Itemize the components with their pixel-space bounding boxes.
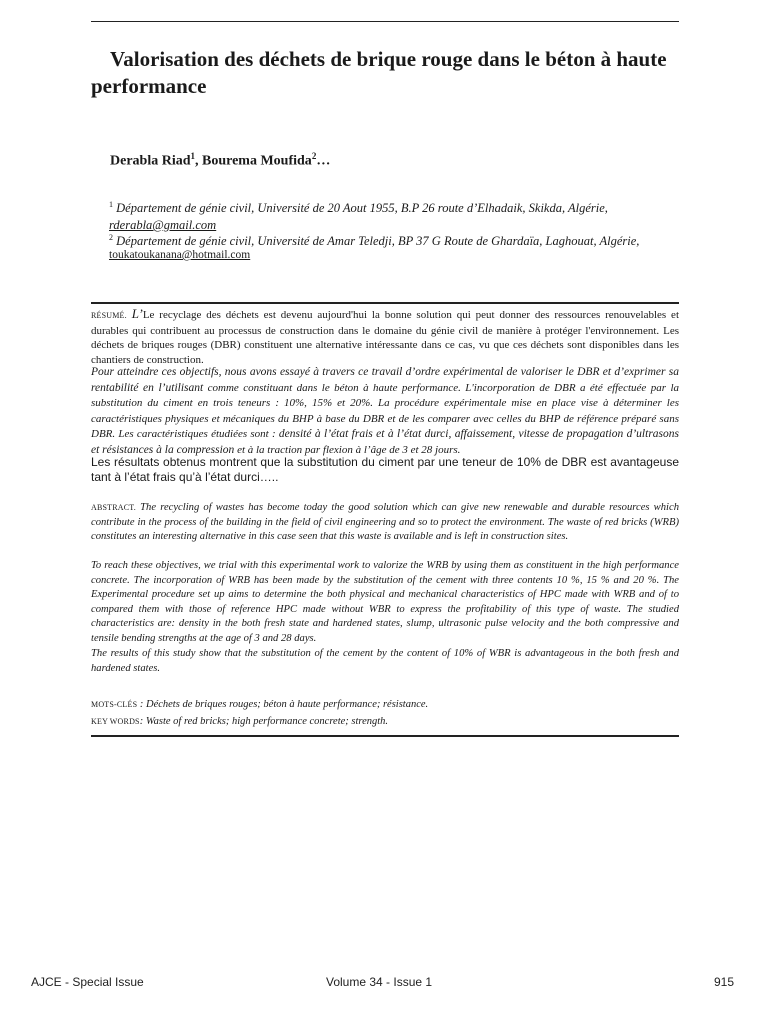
abstract-bottom-rule: [91, 735, 679, 737]
paper-title-text: Valorisation des déchets de brique rouge dans le béton à haute performance: [91, 47, 667, 98]
affiliation-2-email[interactable]: toukatoukanana@hotmail.com: [109, 249, 251, 261]
affiliation-2: [109, 233, 689, 249]
resume-p2-end: et à la traction par flexion à l’âge de 3 et 28 jours.: [234, 443, 461, 456]
abstract-label: ABSTRACT.: [91, 503, 136, 512]
keywords-fr: [91, 699, 428, 710]
resume-p1-text: Le recyclage des déchets est devenu aujourd'hui la bonne solution qui peut donner des ressources renouvelables et durables qui contribuent au processus de construction dans le domaine du génie civil de manière à protéger l'environnement. Les déchets de briques rouges (DBR) constituent une alternative intéressante dans ce cas, vu que ces déchets sont disponibles dans les chantiers de construction.: [91, 309, 679, 366]
keywords-en: [91, 716, 388, 727]
abstract-p1-text: The recycling of wastes has become today the good solution which can give new renewable and durable resources which contribute in the process of the building in the field of civil engineering and so to protect the environment. The waste of red bricks (WRB) constitutes an interesting alternative in this case seen that this waste is available and is left in construction sites.: [91, 502, 679, 542]
author-1-affil-mark: 1: [190, 151, 195, 161]
keywords-fr-text: : Déchets de briques rouges; béton à haute performance; résistance.: [137, 699, 429, 710]
resume-lead: L’: [131, 306, 143, 321]
abstract-paragraph-3: The results of this study show that the substitution of the cement by the content of 10% of WBR is advantageous in the both fresh and hardened states.: [91, 648, 679, 674]
author-2-affil-mark: 2: [311, 151, 317, 161]
resume-p3-tail: …..: [259, 470, 279, 484]
resume-paragraph-2: [91, 365, 679, 458]
abstract-paragraph-1: [91, 501, 679, 545]
affiliation-1-mark: 1: [109, 200, 113, 209]
keywords-en-text: : Waste of red bricks; high performance concrete; strength.: [139, 716, 389, 727]
footer-volume: Volume 34 - Issue 1: [326, 975, 433, 989]
keywords-en-label: KEY WORDS: [91, 717, 140, 726]
footer-journal: AJCE - Special Issue: [31, 975, 144, 989]
affiliation-1: [109, 200, 689, 216]
author-ellipsis: …: [316, 153, 331, 169]
resume-p2-hand2: densité à l’état frais et à l’état durci, affaissement, vitesse de propagation d’ultrasons et résistances à la compression: [91, 428, 679, 456]
author-line: [110, 151, 330, 170]
author-separator: ,: [195, 153, 202, 169]
resume-p3-text: Les résultats obtenus montrent que la substitution du ciment par une teneur de 10% de DBR est avantageuse tant à l’état frais qu’à l’état durci: [91, 455, 679, 484]
affiliation-1-text: Département de génie civil, Université de 20 Aout 1955, B.P 26 route d’Elhadaik, Skikda, Algérie,: [113, 201, 608, 216]
abstract-paragraph-2: To reach these objectives, we trial with this experimental work to valorize the WRB by using them as constituent in the high performance concrete. The incorporation of WRB has been made by the substitution of the cement with three contents 10 %, 15 % and 20 %. The Experimental procedure set up aims to determine the both physical and mechanical characteristics of HPC made with WRB and of to compared them with those of reference HPC made without WBR to express the profitability of this type of waste. The studied characteristics are: density in the both fresh state and hardened states, slump, ultrasonic pulse velocity and the both compressive and tensile bending strengths at the age of 3 and 28 days.: [91, 560, 679, 644]
author-1: Derabla Riad: [110, 153, 191, 169]
top-rule: [91, 21, 679, 22]
abstract-top-rule: [91, 302, 679, 304]
keywords-fr-label: MOTS-CLÉS: [91, 700, 138, 709]
resume-p2-hand: Pour atteindre ces objectifs, nous avons essayé à travers ce travail d’ordre expérimental de valoriser le DBR et d’exprimer sa rentabilité en l’utilisant: [91, 366, 679, 394]
affiliation-1-email[interactable]: rderabla@gmail.com: [109, 218, 217, 232]
resume-label: RÉSUMÉ.: [91, 311, 127, 320]
paper-title: [91, 46, 691, 100]
author-2: Bourema Moufida: [202, 153, 312, 169]
footer-page-number: 915: [714, 975, 735, 989]
affiliation-2-text: Département de génie civil, Université de Amar Teledji, BP 37 G Route de Ghardaïa, Laghouat, Algérie,: [113, 234, 640, 249]
resume-paragraph-1: [91, 307, 679, 367]
affiliation-2-mark: 2: [109, 233, 113, 242]
resume-p2-rest: comme constituant dans le béton à haute performance. L'incorporation de DBR a été effectuée par la substitution du ciment en trois teneurs : 10%, 15% et 20%. La procédure expérimentale mise en place vise à déterminer les caractéristiques physiques et mécaniques du BHP à base du DBR et de les comparer avec celles du BHP de référence préparé sans DBR. Les caractéristiques étudiées sont :: [91, 381, 679, 440]
resume-paragraph-3: [91, 455, 679, 485]
